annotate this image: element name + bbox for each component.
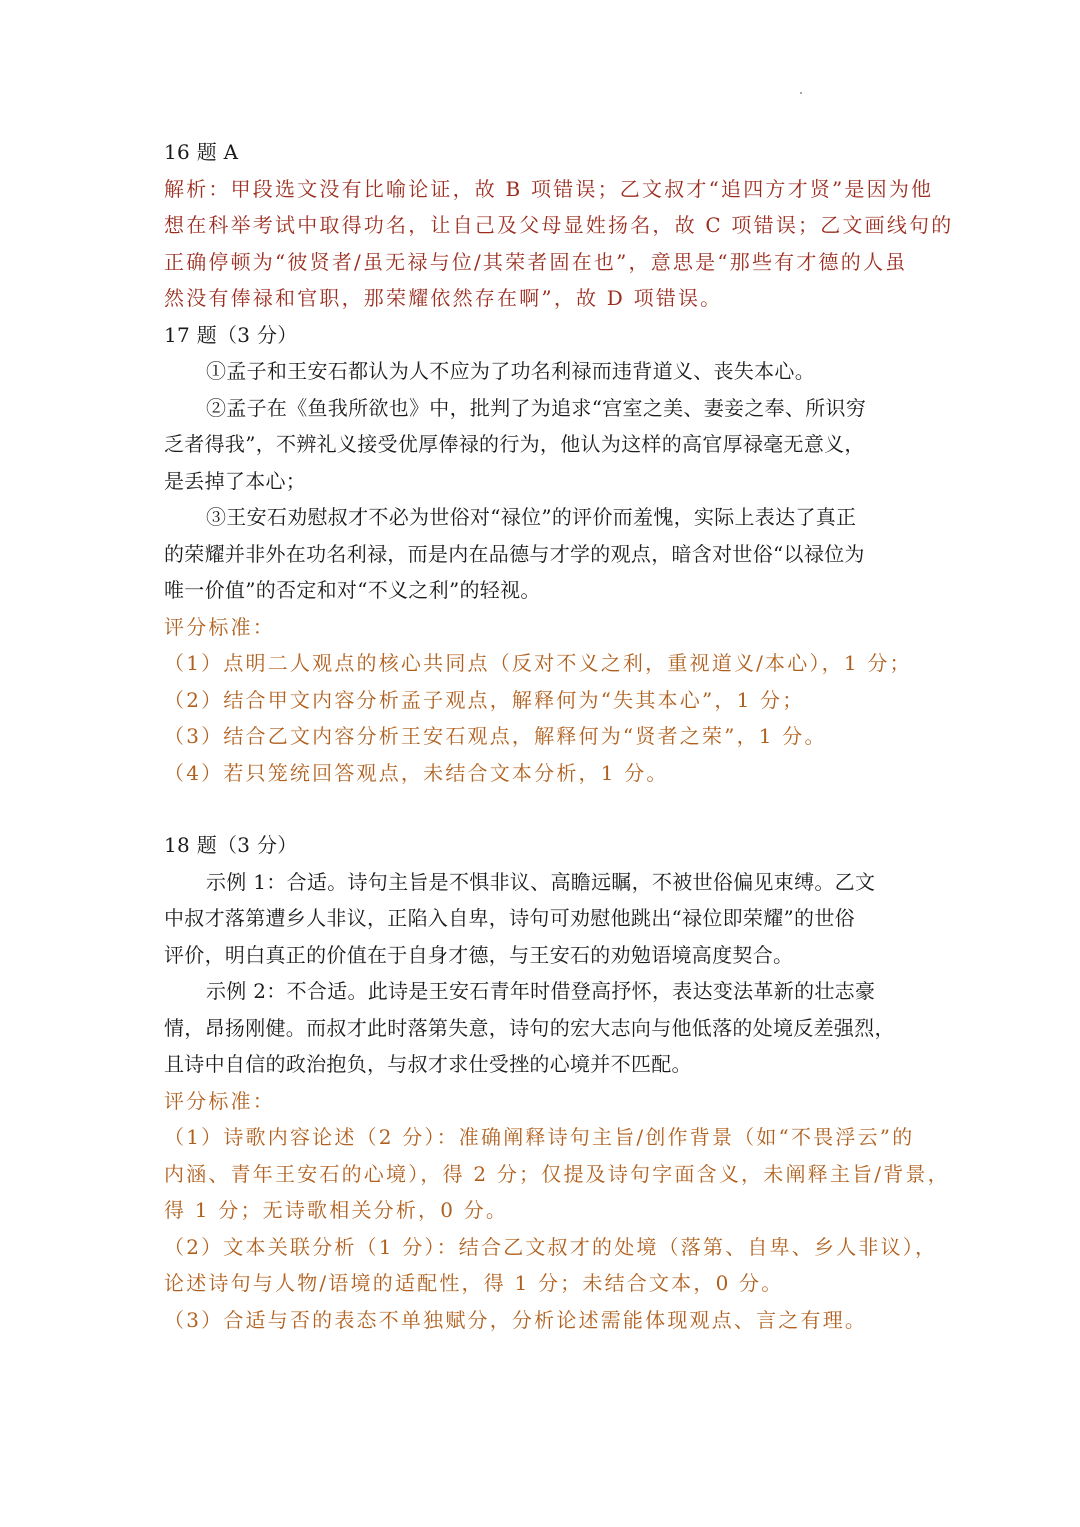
q18-scoring-line: （3）合适与否的表态不单独赋分，分析论述需能体现观点、言之有理。 — [164, 1307, 868, 1332]
q18-answer-line: 示例 2：不合适。此诗是王安石青年时借登高抒怀，表达变法革新的壮志豪 — [206, 979, 876, 1003]
q18-answer-line: 评价，明白真正的价值在于自身才德，与王安石的劝勉语境高度契合。 — [164, 942, 794, 967]
q17-scoring-line: （2）结合甲文内容分析孟子观点，解释何为“失其本心”，1 分； — [164, 687, 805, 712]
answer-document — [164, 134, 954, 1338]
section-spacer — [164, 791, 924, 827]
q18-scoring-line: （1）诗歌内容论述（2 分）：准确阐释诗句主旨/创作背景（如“不畏浮云”的 — [164, 1125, 915, 1149]
q17-heading: 17 题（3 分） — [164, 322, 298, 347]
q18-answer-line: 中叔才落第遭乡人非议，正陷入自卑，诗句可劝慰他跳出“禄位即荣耀”的世俗 — [164, 906, 855, 930]
q18-scoring-line: 得 1 分；无诗歌相关分析，0 分。 — [164, 1198, 509, 1222]
q18-answer-line: 且诗中自信的政治抱负，与叔才求仕受挫的心境并不匹配。 — [164, 1052, 692, 1076]
q16-heading: 16 题 A — [164, 140, 239, 164]
q17-answer-line: 是丢掉了本心； — [164, 468, 307, 493]
q18-scoring-title: 评分标准： — [164, 1088, 275, 1113]
q18-answer-line: 示例 1：合适。诗句主旨是不惧非议、高瞻远瞩，不被世俗偏见束缚。乙文 — [206, 869, 876, 894]
q17-answer-line: ①孟子和王安石都认为人不应为了功名利禄而违背道义、丧失本心。 — [206, 359, 815, 383]
q17-scoring-line: （4）若只笼统回答观点，未结合文本分析，1 分。 — [164, 760, 669, 785]
q17-scoring-title: 评分标准： — [164, 614, 275, 639]
q17-answer-line: 唯一价值”的否定和对“不义之利”的轻视。 — [164, 578, 541, 602]
q18-scoring-line: 内涵、青年王安石的心境），得 2 分；仅提及诗句字面含义，未阐释主旨/背景， — [164, 1161, 950, 1186]
q16-analysis-line: 然没有俸禄和官职，那荣耀依然存在啊”，故 D 项错误。 — [164, 286, 723, 310]
q18-scoring-line: （2）文本关联分析（1 分）：结合乙文叔才的处境（落第、自卑、乡人非议）， — [164, 1234, 938, 1259]
q17-answer-line: 的荣耀并非外在功名利禄，而是内在品德与才学的观点，暗含对世俗“以禄位为 — [164, 541, 865, 566]
q17-scoring-line: （1）点明二人观点的核心共同点（反对不义之利，重视道义/本心），1 分； — [164, 651, 912, 675]
q17-answer-line: ③王安石劝慰叔才不必为世俗对“禄位”的评价而羞愧，实际上表达了真正 — [206, 505, 857, 529]
q17-answer-line: ②孟子在《鱼我所欲也》中，批判了为追求“宫室之美、妻妾之奉、所识穷 — [206, 395, 867, 420]
q17-answer-line: 乏者得我”，不辨礼义接受优厚俸禄的行为，他认为这样的高官厚禄毫无意义， — [164, 432, 865, 456]
q17-scoring-line: （3）结合乙文内容分析王安石观点，解释何为“贤者之荣”，1 分。 — [164, 724, 827, 748]
q16-analysis-line: 想在科举考试中取得功名，让自己及父母显姓扬名，故 C 项错误；乙文画线句的 — [164, 213, 954, 237]
q18-answer-line: 情，昂扬刚健。而叔才此时落第失意，诗句的宏大志向与他低落的处境反差强烈， — [164, 1015, 895, 1040]
stray-dot — [800, 92, 802, 94]
q18-heading: 18 题（3 分） — [164, 833, 298, 857]
q16-analysis-line: 正确停顿为“彼贤者/虽无禄与位/其荣者固在也”，意思是“那些有才德的人虽 — [164, 249, 908, 274]
q18-scoring-line: 论述诗句与人物/语境的适配性，得 1 分；未结合文本，0 分。 — [164, 1271, 784, 1295]
q16-analysis-line: 解析：甲段选文没有比喻论证，故 B 项错误；乙文叔才“追四方才贤”是因为他 — [164, 176, 934, 201]
